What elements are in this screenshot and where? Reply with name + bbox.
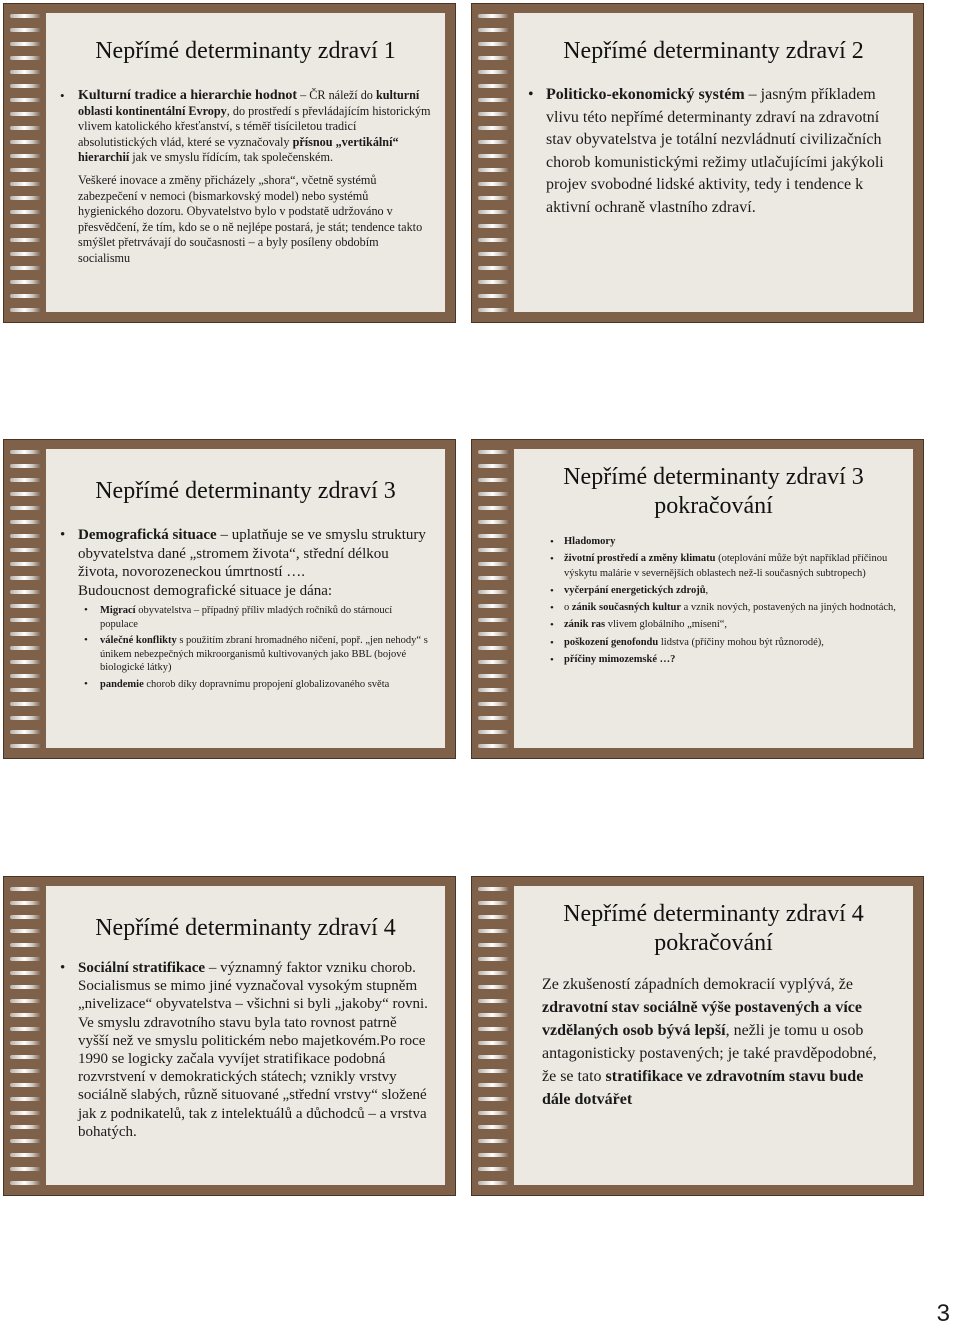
paragraph: Ze zkušeností západních demokracií vyplývá, že zdravotní stav sociálně výše postavených a více vzdělaných osob bývá lepší, nežli je tomu u osob antagonisticky postavených; je také pravděpodobné, že se tato stratifikace ve zdravotním stavu bude dále dotvářet bbox=[542, 976, 877, 1108]
spiral-binding bbox=[478, 14, 510, 312]
paragraph: Budoucnost demografické situace je dána: bbox=[78, 582, 333, 599]
list-item: • poškození genofondu lidstva (příčiny mohou být různorodé), bbox=[528, 636, 899, 650]
slide-title: Nepřímé determinanty zdraví 2 bbox=[563, 38, 864, 64]
spiral-binding bbox=[10, 450, 42, 748]
slide-title: Nepřímé determinanty zdraví 4 pokračování bbox=[563, 901, 864, 956]
list-item: • o zánik současných kultur a vznik nových, postavených na jiných hodnotách, bbox=[528, 601, 899, 615]
slide-content bbox=[46, 449, 445, 748]
list-item: • vyčerpání energetických zdrojů, bbox=[528, 584, 899, 598]
list-item: • zánik ras vlivem globálního „mísení“, bbox=[528, 618, 899, 632]
spiral-binding bbox=[10, 14, 42, 312]
spiral-binding bbox=[478, 450, 510, 748]
slide-title: Nepřímé determinanty zdraví 3 bbox=[95, 478, 396, 504]
sub-item: • pandemie chorob díky dopravnímu propojení globalizovaného světa bbox=[60, 678, 431, 692]
slide-6 bbox=[471, 876, 924, 1196]
page-number: 3 bbox=[936, 1300, 950, 1327]
bullet-paragraph: • Demografická situace – uplatňuje se ve smyslu struktury obyvatelstva dané „stromem života“, střední délkou života, novorozeneckou úmrtností …. bbox=[60, 526, 431, 582]
slide-content bbox=[46, 13, 445, 312]
list-item: • příčiny mimozemské …? bbox=[528, 653, 899, 667]
sub-list bbox=[60, 604, 431, 692]
slide-title: Nepřímé determinanty zdraví 4 bbox=[95, 915, 396, 941]
paragraph: Veškeré inovace a změny přicházely „shora“, včetně systémů zabezpečení v nemoci (bismarkovský model) nebo systémů hygienického dozoru. Obyvatelstvo bylo v podstatě udržováno v přesvědčení, že tím, kdo se o ně nejlépe postará, je stát; tendence takto smýšlet přetrvávají do současnosti – a byly posíleny obdobím socialismu bbox=[78, 172, 423, 265]
slide-2 bbox=[471, 3, 924, 323]
slide-5 bbox=[3, 876, 456, 1196]
slide-content bbox=[514, 13, 913, 312]
spiral-binding bbox=[10, 887, 42, 1185]
bullet-list bbox=[528, 535, 899, 667]
bullet-paragraph: • Sociální stratifikace – významný faktor vzniku chorob. Socialismus se mimo jiné vyznačoval vysokým stupněm „nivelizace“ obyvatelstva – všichni si byli „jakoby“ rovni. Ve smyslu zdravotního stavu byla tato rovnost patrně vyšší než ve smyslu politickém nebo majetkovém.Po roce 1990 se logicky začala vyvíjet stratifikace podobná rozvrstvení v demokratických státech; vznikly vrstvy sociálně slabých, různě situované „střední vrstvy“ složené jak z podnikatelů, tak z intelektuálů a důchodců – a vrstva bohatých. bbox=[60, 959, 431, 1141]
slide-4 bbox=[471, 439, 924, 759]
slide-1 bbox=[3, 3, 456, 323]
bullet-paragraph: • Politicko-ekonomický systém – jasným příkladem vlivu této nepřímé determinanty zdraví na zdravotní stav obyvatelstva je totální nezvládnutí civilizačních chorob komunistickými režimy utlačujícími jakýkoli projev svobodné lidské aktivity, tedy i tendence k aktivní ochraně vlastního zdraví. bbox=[528, 84, 899, 220]
slide-content bbox=[514, 449, 913, 748]
slide-content bbox=[46, 886, 445, 1185]
list-item: • Hladomory bbox=[528, 535, 899, 549]
slide-3 bbox=[3, 439, 456, 759]
slide-content bbox=[514, 886, 913, 1185]
sub-item: • Migrací obyvatelstva – případný příliv mladých ročníků do stárnoucí populace bbox=[60, 604, 431, 631]
spiral-binding bbox=[478, 887, 510, 1185]
slide-title: Nepřímé determinanty zdraví 3 pokračování bbox=[563, 464, 864, 519]
slide-title: Nepřímé determinanty zdraví 1 bbox=[95, 38, 396, 64]
list-item: • životní prostředí a změny klimatu (oteplování může být například příčinou výskytu malárie v severnějších oblastech než-li současných subtropech) bbox=[528, 552, 899, 581]
sub-item: • válečné konflikty s použitím zbraní hromadného ničení, popř. „jen nehody“ s únikem nebezpečných mikroorganismů kultivovaných jako BBL (bojové biologické látky) bbox=[60, 634, 431, 675]
bullet-paragraph: • Kulturní tradice a hierarchie hodnot – ČR náleží do kulturní oblasti kontinentální Evropy, do prostředí s převládajícím historickým vlivem katolického křesťanství, s téměř tisíciletou tradicí absolutistických vlád, které se vyznačovaly přísnou „vertikální“ hierarchií jak ve smyslu řídícím, tak společenském. bbox=[60, 88, 431, 166]
